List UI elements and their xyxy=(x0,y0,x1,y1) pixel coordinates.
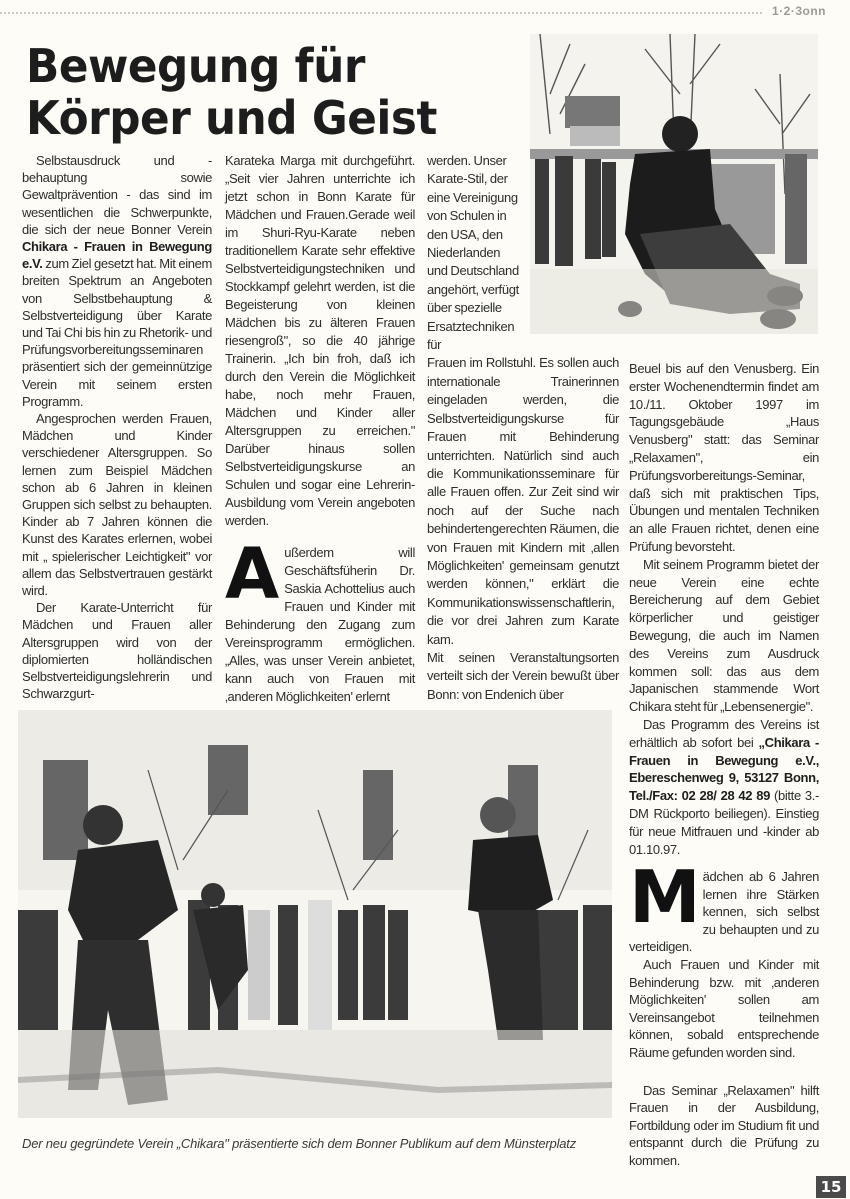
text: ädchen ab 6 Jahren lernen ihre Stärken kennen, sich selbst zu behaupten und zu verteidigen. xyxy=(629,869,819,955)
photo-caption: Der neu gegründete Verein „Chikara" präsentierte sich dem Bonner Publikum auf dem Münsterplatz xyxy=(22,1136,577,1151)
paragraph: Frauen im Rollstuhl. Es sollen auch internationale Trainerinnen eingeladen werden, die Selbstverteidigungskurse für Frauen mit Behinderung unterrichten. Natürlich sind auch die Kommunikationsseminare für alle Frauen offen. Zur Zeit sind wir noch auf der Suche nach behindertengerechten Räumen, die von Frauen mit Kindern mit ‚allen Möglichkeiten' gemeinsam genutzt werden können," erklärt die Kommunikationswissenschaftlerin, die vor drei Jahren zum Karate kam. xyxy=(427,355,619,647)
paragraph xyxy=(629,716,819,858)
paragraph: Mit seinem Programm bietet der neue Verein eine echte Bereicherung auf dem Gebiet körperlicher und geistiger Bewegung, die auch im Namen des Vereins zum Ausdruck kommen soll: das aus dem Japanischen stammende Wort Chikara steht für „Lebensenergie". xyxy=(629,556,819,715)
paragraph: Das Seminar „Relaxamen" hilft Frauen in der Ausbildung, Fortbildung oder im Studium fit und entspannt durch die Prüfung zu kommen. xyxy=(629,1082,819,1168)
paragraph: Karateka Marga mit durchgeführt. „Seit vier Jahren unterrichte ich jetzt schon in Bonn Karate für Mädchen und Frauen.Gerade weil im Shuri-Ryu-Karate neben traditionellem Karate sehr effektive Selbstverteidigungstechniken und Stockkampf gelehrt werden, ist die Begeisterung von kleinen Mädchen bis zu älteren Frauen riesengroß", so die 40 jährige Trainerin. „Ich bin froh, daß ich durch den Verein die Möglichkeit habe, noch mehr Frauen, Mädchen und Kinder aller Altersgruppen zu erreichen." Darüber hinaus sollen Selbstverteidigungskurse an Schulen und sogar eine Lehrerin-Ausbildung vom Verein angeboten werden. xyxy=(225,153,415,528)
magazine-brand: 1·2·3onn xyxy=(772,4,827,18)
drop-cap-m: M xyxy=(629,855,698,939)
contact-address: „Chikara - Frauen in Bewegung e.V., Ebereschenweg 9, 53127 Bonn, Tel./Fax: 02 28/ 28 42 89 xyxy=(629,734,819,804)
column-4 xyxy=(629,360,819,858)
paragraph-dropcap xyxy=(629,855,819,956)
paragraph: Angesprochen werden Frauen, Mädchen und Kinder verschiedener Altersgruppen. So lernen zum Beispiel Mädchen schon ab 6 Jahren in kleinen Gruppen sich selbst zu behaupten. Kinder ab 7 Jahren können die Kunst des Karates erlernen, wobei mit „ spielerischer Leichtigkeit" vor allem das Selbstvertrauen gestärkt wird. xyxy=(22,411,212,599)
sidebar-box xyxy=(629,855,819,1170)
title-line-2: Körper und Geist xyxy=(26,91,437,145)
page-number: 15 xyxy=(816,1176,846,1198)
column-2 xyxy=(225,152,415,706)
text: zum Ziel gesetzt hat. Mit einem breiten Spektrum an Angeboten von Selbstbehauptung & Selbstverteidigung über Karate und Tai Chi bis hin zu Rhetorik- und Prüfungsvorbereitungsseminaren präsentiert sich der gemeinnützige Verein mit seinem ersten Programm. xyxy=(22,256,212,409)
paragraph xyxy=(22,152,212,410)
paragraph: Mit seinen Veranstaltungsorten verteilt sich der Verein bewußt über Bonn: von Endenich über xyxy=(427,649,619,702)
club-name: Chikara - Frauen in Bewegung e.V. xyxy=(22,239,212,272)
text: Das Programm des Vereins ist erhältlich ab sofort bei xyxy=(629,716,819,750)
column-1 xyxy=(22,152,212,703)
paragraph: Der Karate-Unterricht für Mädchen und Frauen aller Altersgruppen wird von der diplomierten holländischen Selbstverteidigungslehrerin und Schwarzgurt- xyxy=(22,600,212,702)
column-3 xyxy=(427,152,619,704)
article-title xyxy=(26,40,437,144)
paragraph-dropcap xyxy=(225,533,415,706)
title-line-1: Bewegung für xyxy=(26,39,365,93)
paragraph: Auch Frauen und Kinder mit Behinderung bzw. mit ‚anderen Möglichkeiten' sollen am Vereinsangebot teilnehmen können, sobald entsprechende Räume gefunden worden sind. xyxy=(629,956,819,1060)
photo-illustration xyxy=(18,710,612,1118)
text: ußerdem will Geschäftsfüherin Dr. Saskia Achottelius auch Frauen und Kinder mit Behinderung den Zugang zum Vereinsprogramm ermöglichen. „Alles, was unser Verein anbietet, kann auch von Frauen mit ‚anderen Möglichkeiten' erlernt xyxy=(225,545,415,704)
photo-karate-demonstration-muensterplatz xyxy=(18,710,612,1118)
paragraph: werden. Unser Karate-Stil, der eine Vereinigung von Schulen in den USA, den Niederlanden und Deutschland angehört, verfügt über spezielle Ersatztechniken für xyxy=(427,153,519,353)
text: Selbstausdruck und -behauptung sowie Gewaltprävention - das sind im wesentlichen die Schwerpunkte, die sich der neue Bonner Verein xyxy=(22,153,212,237)
text: (bitte 3.-DM Rückporto beiliegen). Einstieg für neue Mitfrauen und -kinder ab 01.10.97. xyxy=(629,788,819,857)
drop-cap-a: A xyxy=(225,533,280,615)
paragraph: Beuel bis auf den Venusberg. Ein erster Wochenendtermin findet am 10./11. Oktober 1997 im Tagungsgebäude „Haus Venusberg" statt: das Seminar „Relaxamen", ein Prüfungsvorbereitungs-Seminar, daß sich mit praktischen Tips, Übungen und mentalen Techniken an alle Frauen richtet, denen eine Prüfung bevorsteht. xyxy=(629,361,819,554)
header-dotted-rule xyxy=(0,12,762,14)
